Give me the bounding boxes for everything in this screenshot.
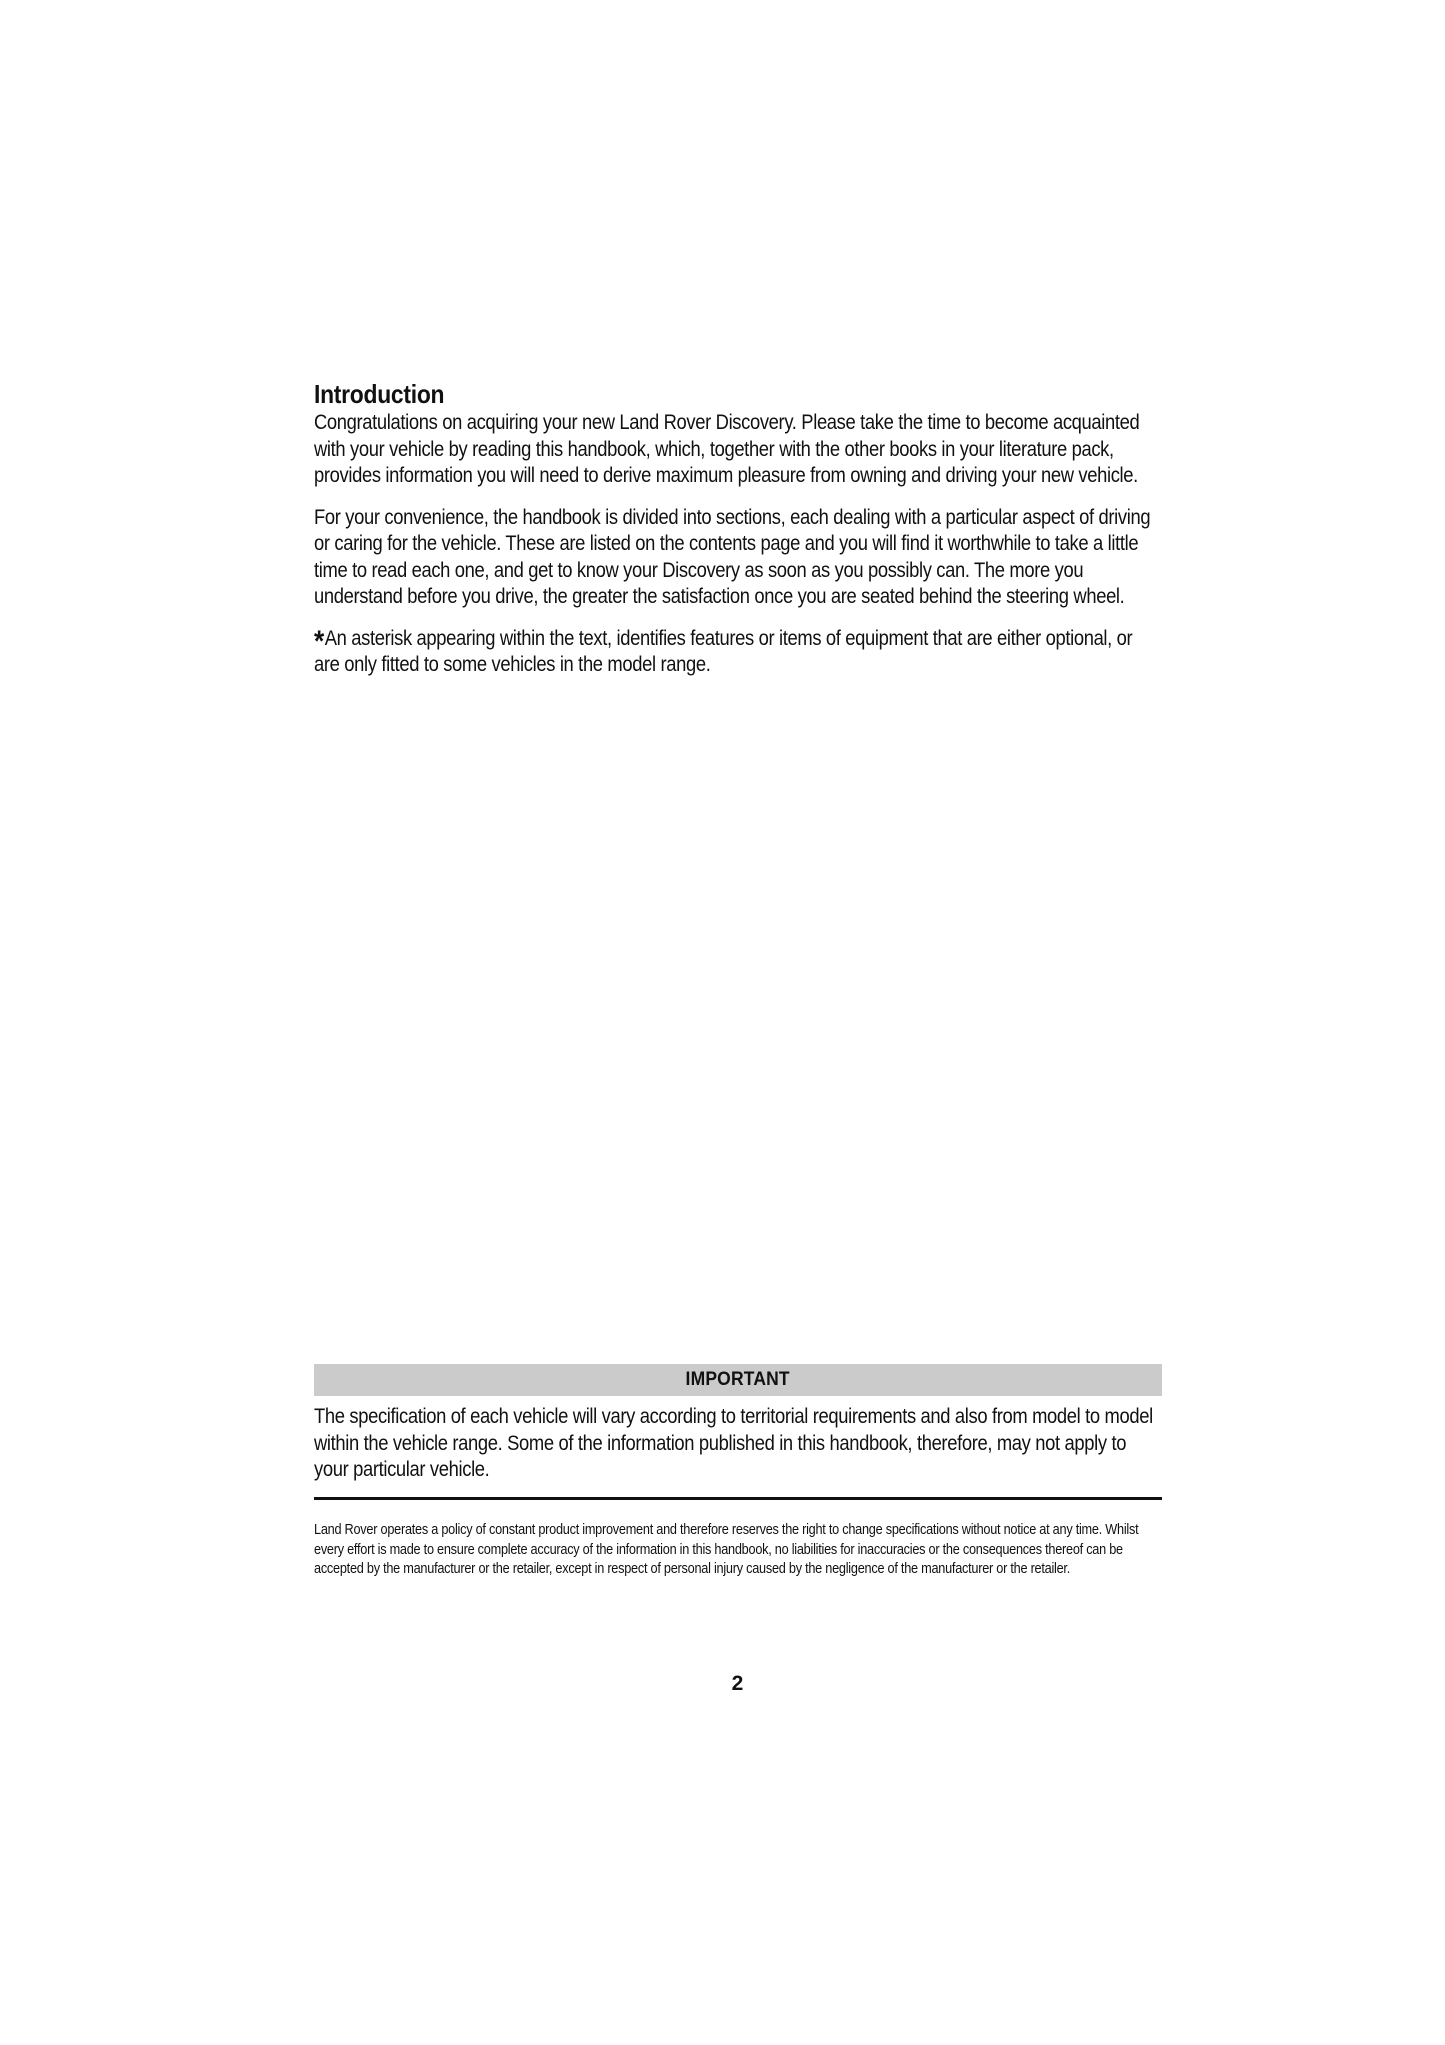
important-text: The specification of each vehicle will vary according to territorial requirements and also from model to model within the vehicle range. Some of the information published in this handbook, therefore, may not apply to your particular vehicle. [314, 1405, 1153, 1481]
important-label: IMPORTANT [685, 1369, 791, 1390]
introduction-section [314, 378, 1162, 694]
divider-rule [314, 1497, 1162, 1500]
page-number: 2 [731, 1672, 744, 1695]
important-notice [314, 1364, 1162, 1577]
intro-paragraph: For your convenience, the handbook is divided into sections, each dealing with a particular aspect of driving or caring for the vehicle. These are listed on the contents page and you will find it worthwhile to take a little time to read each one, and get to know your Discovery as soon as you possibly can. The more you understand before you drive, the greater the satisfaction once you are seated behind the steering wheel. [314, 505, 1151, 608]
asterisk-symbol: * [314, 624, 324, 658]
important-banner [314, 1364, 1162, 1396]
section-title: Introduction [314, 379, 445, 409]
asterisk-note [314, 626, 1159, 679]
disclaimer-text: Land Rover operates a policy of constant product improvement and therefore reserves the right to change specifications without notice at any time. Whilst every effort is made to ensure complete accuracy of the information in this handbook, no liabilities for inaccuracies or the consequences thereof can be accepted by the manufacturer or the retailer, except in respect of personal injury caused by the negligence of the manufacturer or the retailer. [314, 1521, 1139, 1577]
intro-paragraph: Congratulations on acquiring your new Land Rover Discovery. Please take the time to become acquainted with your vehicle by reading this handbook, which, together with the other books in your literature pack, provides information you will need to derive maximum pleasure from owning and driving your new vehicle. [314, 411, 1140, 487]
asterisk-note-text: An asterisk appearing within the text, identifies features or items of equipment that are either optional, or are only fitted to some vehicles in the model range. [314, 626, 1133, 676]
